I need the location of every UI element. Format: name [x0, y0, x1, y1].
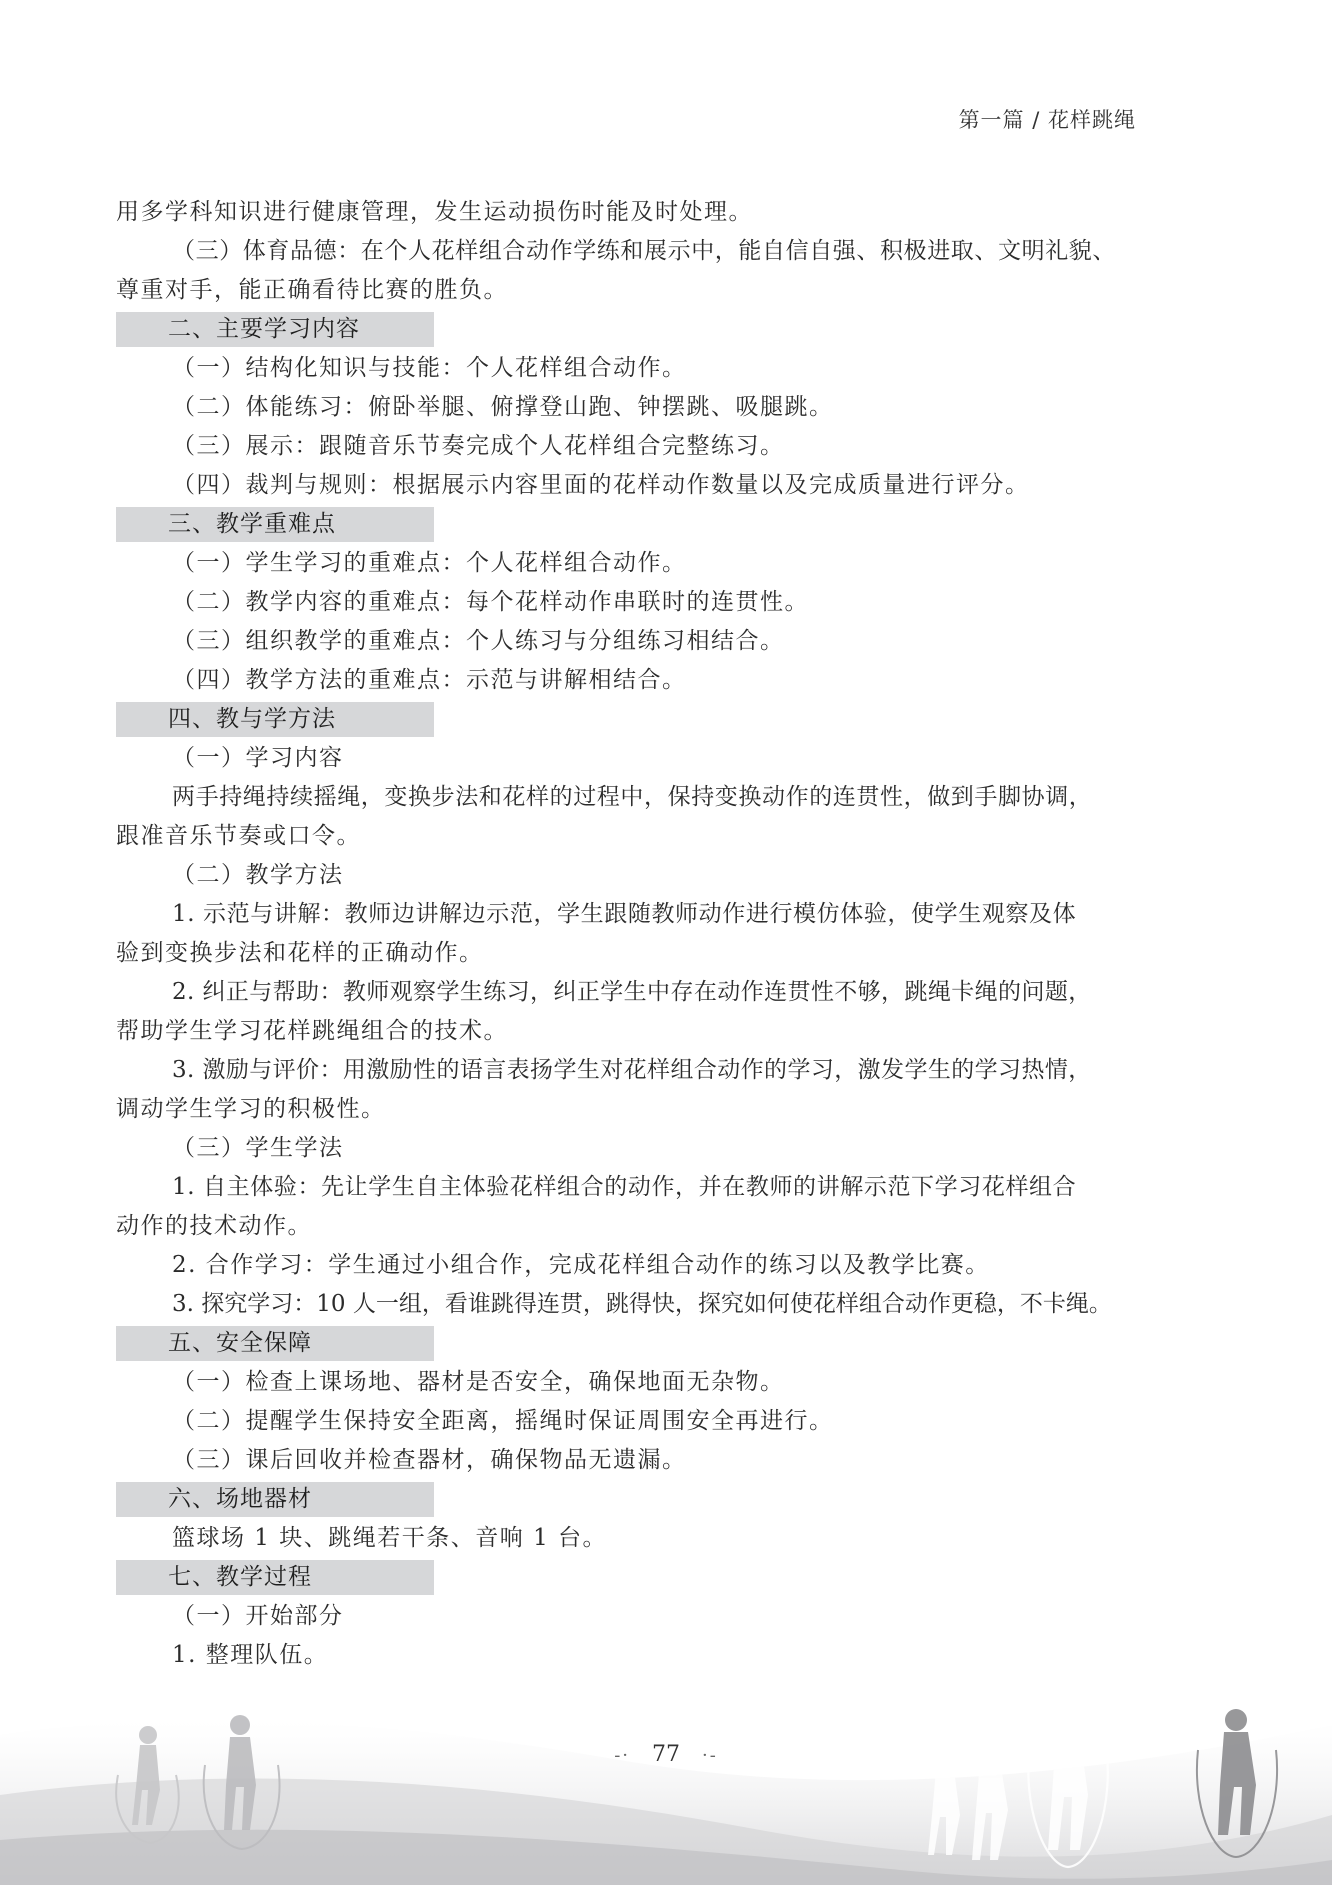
- paragraph-line: 验到变换步法和花样的正确动作。: [116, 940, 484, 966]
- paragraph-line: 1. 自主体验：先让学生自主体验花样组合的动作，并在教师的讲解示范下学习花样组合: [172, 1174, 1077, 1200]
- list-item: （一）检查上课场地、器材是否安全，确保地面无杂物。: [172, 1369, 785, 1395]
- section-heading-row: [116, 505, 1178, 544]
- paragraph-line: 3. 激励与评价：用激励性的语言表扬学生对花样组合动作的学习，激发学生的学习热情，: [172, 1057, 1092, 1083]
- page-number-ornament: -·: [614, 1745, 630, 1766]
- subsection-title: （一）开始部分: [172, 1603, 344, 1629]
- list-item: （四）裁判与规则：根据展示内容里面的花样动作数量以及完成质量进行评分。: [172, 472, 1030, 498]
- list-item: （三）组织教学的重难点：个人练习与分组练习相结合。: [172, 628, 785, 654]
- section-heading: 六、场地器材: [116, 1482, 434, 1517]
- footer-decoration: [0, 1665, 1332, 1885]
- section-heading-row: [116, 1480, 1178, 1519]
- list-item: （四）教学方法的重难点：示范与讲解相结合。: [172, 667, 687, 693]
- page-body: [116, 193, 1178, 1675]
- section-heading: 四、教与学方法: [116, 702, 434, 737]
- paragraph-line: 2. 合作学习：学生通过小组合作，完成花样组合动作的练习以及教学比赛。: [172, 1252, 990, 1278]
- list-item: （二）教学内容的重难点：每个花样动作串联时的连贯性。: [172, 589, 809, 615]
- section-heading: 七、教学过程: [116, 1560, 434, 1595]
- list-item: （三）课后回收并检查器材，确保物品无遗漏。: [172, 1447, 687, 1473]
- list-item: （一）结构化知识与技能：个人花样组合动作。: [172, 355, 687, 381]
- paragraph-line: 动作的技术动作。: [116, 1213, 312, 1239]
- list-item: （二）提醒学生保持安全距离，摇绳时保证周围安全再进行。: [172, 1408, 834, 1434]
- section-heading: 三、教学重难点: [116, 507, 434, 542]
- section-heading: 二、主要学习内容: [116, 312, 434, 347]
- page-number-ornament: ·-: [702, 1745, 718, 1766]
- paragraph-line: 3. 探究学习：10 人一组，看谁跳得连贯，跳得快，探究如何使花样组合动作更稳，不卡绳。: [172, 1291, 1112, 1317]
- section-heading-row: [116, 700, 1178, 739]
- paragraph-line: 篮球场 1 块、跳绳若干条、音响 1 台。: [172, 1525, 608, 1551]
- paragraph-line: 两手持绳持续摇绳，变换步法和花样的过程中，保持变换动作的连贯性，做到手脚协调，: [172, 784, 1093, 810]
- subsection-title: （一）学习内容: [172, 745, 344, 771]
- paragraph-line: 用多学科知识进行健康管理，发生运动损伤时能及时处理。: [116, 199, 753, 225]
- list-item: （二）体能练习：俯卧举腿、俯撑登山跑、钟摆跳、吸腿跳。: [172, 394, 834, 420]
- paragraph-line: 1. 示范与讲解：教师边讲解边示范，学生跟随教师动作进行模仿体验，使学生观察及体: [172, 901, 1077, 927]
- list-item: （一）学生学习的重难点：个人花样组合动作。: [172, 550, 687, 576]
- paragraph-line: 2. 纠正与帮助：教师观察学生练习，纠正学生中存在动作连贯性不够，跳绳卡绳的问题，: [172, 979, 1092, 1005]
- paragraph-line: （三）体育品德：在个人花样组合动作学练和展示中，能自信自强、积极进取、文明礼貌、: [172, 238, 1116, 264]
- running-header: 第一篇 / 花样跳绳: [958, 108, 1136, 132]
- page-number-value: 77: [652, 1742, 680, 1767]
- paragraph-line: 帮助学生学习花样跳绳组合的技术。: [116, 1018, 508, 1044]
- section-heading: 五、安全保障: [116, 1326, 434, 1361]
- paragraph-line: 跟准音乐节奏或口令。: [116, 823, 361, 849]
- paragraph-line: 调动学生学习的积极性。: [116, 1096, 386, 1122]
- subsection-title: （三）学生学法: [172, 1135, 344, 1161]
- list-item: 1. 整理队伍。: [172, 1642, 329, 1668]
- section-heading-row: [116, 1558, 1178, 1597]
- section-heading-row: [116, 1324, 1178, 1363]
- section-heading-row: [116, 310, 1178, 349]
- page-number: [0, 1742, 1332, 1767]
- paragraph-line: 尊重对手，能正确看待比赛的胜负。: [116, 277, 508, 303]
- list-item: （三）展示：跟随音乐节奏完成个人花样组合完整练习。: [172, 433, 785, 459]
- subsection-title: （二）教学方法: [172, 862, 344, 888]
